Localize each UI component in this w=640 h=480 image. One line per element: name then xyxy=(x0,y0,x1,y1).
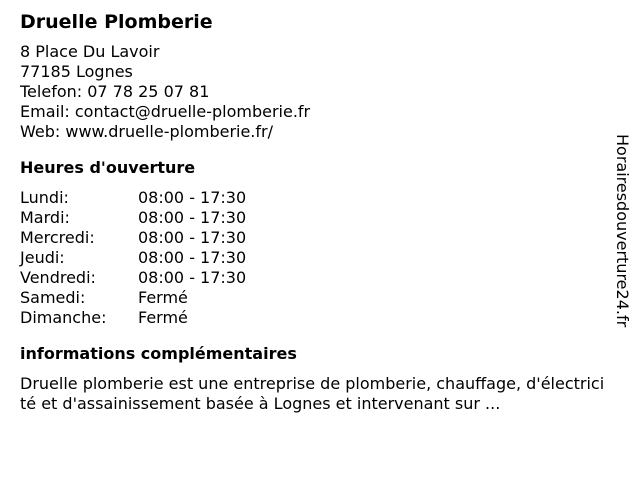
day-label: Vendredi: xyxy=(20,268,96,287)
web-line: Web: www.druelle-plomberie.fr/ xyxy=(20,122,273,141)
time-value: Fermé xyxy=(138,308,188,327)
time-value: 08:00 - 17:30 xyxy=(138,228,247,247)
address-city: 77185 Lognes xyxy=(20,62,133,81)
day-label: Dimanche: xyxy=(20,308,107,327)
hours-row-friday xyxy=(20,268,610,288)
contact-block xyxy=(20,42,610,142)
site-watermark: Horairesdouverture24.fr xyxy=(613,134,632,328)
hours-heading: Heures d'ouverture xyxy=(20,158,196,177)
hours-row-sunday xyxy=(20,308,610,328)
business-card xyxy=(20,10,610,414)
hours-table xyxy=(20,188,610,328)
hours-row-tuesday xyxy=(20,208,610,228)
hours-row-saturday xyxy=(20,288,610,308)
hours-row-monday xyxy=(20,188,610,208)
time-value: 08:00 - 17:30 xyxy=(138,188,247,207)
time-value: 08:00 - 17:30 xyxy=(138,268,247,287)
info-heading: informations complémentaires xyxy=(20,344,297,363)
phone-line: Telefon: 07 78 25 07 81 xyxy=(20,82,210,101)
hours-row-wednesday xyxy=(20,228,610,248)
day-label: Samedi: xyxy=(20,288,86,307)
time-value: Fermé xyxy=(138,288,188,307)
time-value: 08:00 - 17:30 xyxy=(138,208,247,227)
info-description: Druelle plomberie est une entreprise de plomberie, chauffage, d'électricité et d'assainissement basée à Lognes et intervenant sur ... xyxy=(20,374,605,413)
day-label: Mardi: xyxy=(20,208,70,227)
day-label: Jeudi: xyxy=(20,248,65,267)
business-name: Druelle Plomberie xyxy=(20,11,213,33)
time-value: 08:00 - 17:30 xyxy=(138,248,247,267)
day-label: Mercredi: xyxy=(20,228,95,247)
hours-row-thursday xyxy=(20,248,610,268)
address-street: 8 Place Du Lavoir xyxy=(20,42,160,61)
day-label: Lundi: xyxy=(20,188,69,207)
email-line: Email: contact@druelle-plomberie.fr xyxy=(20,102,311,121)
